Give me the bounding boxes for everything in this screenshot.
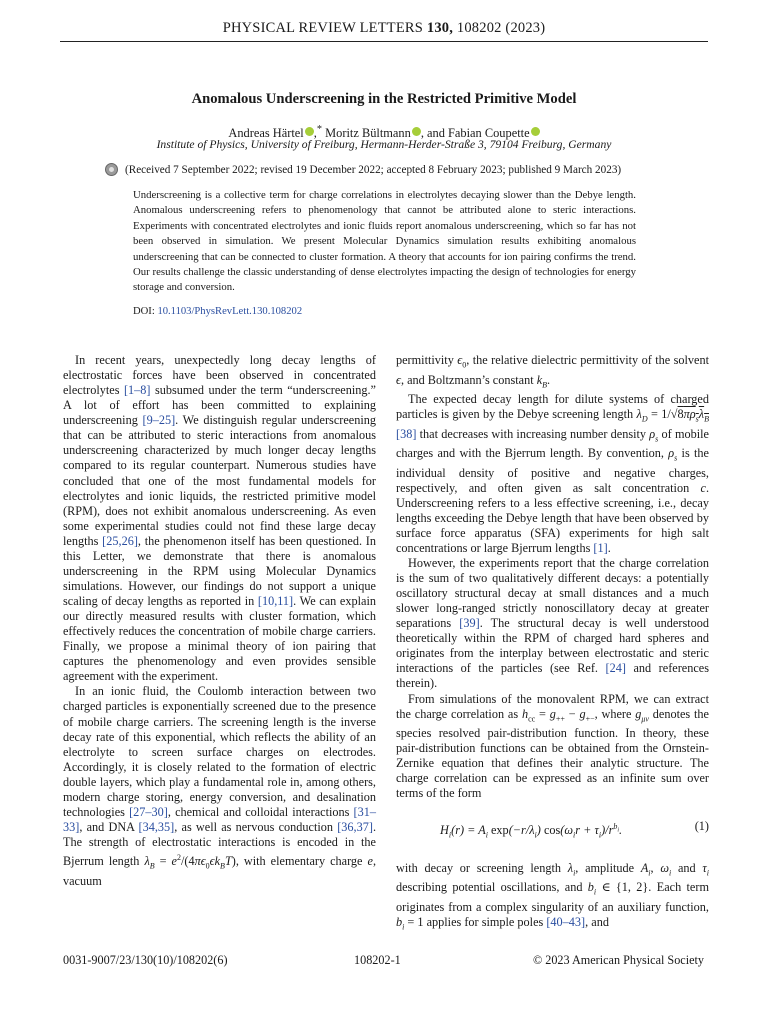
author-1: Andreas Härtel bbox=[228, 126, 304, 141]
equation-1 bbox=[396, 819, 709, 843]
author-list: Andreas Härtel ,* Moritz Bültmann , and Fabian Coupette bbox=[60, 124, 708, 141]
citation-link[interactable]: [1–8] bbox=[123, 383, 151, 398]
journal-volume: 130, bbox=[426, 20, 454, 36]
author-2: Moritz Bültmann bbox=[325, 126, 411, 141]
received-text: (Received 7 September 2022; revised 19 December 2022; accepted 8 February 2023; published 9 March 2023) bbox=[125, 164, 622, 176]
citation-link[interactable]: [39] bbox=[459, 616, 480, 631]
doi-line bbox=[133, 306, 302, 317]
paragraph: In recent years, unexpectedly long decay lengths of electrostatic forces have been observed in concentrated electrolytes [1–8] subsumed under the term “underscreening.” A lot of effort has been committed to explaining underscreening [9–25]. We distinguish regular underscreening that can be attributed to steric interactions from anomalous underscreening characterized by much longer decay lengths compared to its regular counterpart. Numerous studies have concluded that one of the most fundamental models for electrolytes and ionic liquids, the restricted primitive model (RPM), does not exhibit anomalous underscreening. As even some experimental studies could not find these large decay lengths [25,26], the phenomenon itself has been questioned. In this Letter, we demonstrate that there is anomalous underscreening in the RPM using Molecular Dynamics simulations. However, our findings do not support a unique scaling of decay lengths as reported in [10,11]. We can explain our directly measured results with cluster formation, which effectively reduces the concentration of mobile charge carriers. Finally, we propose a minimal theory of ion pairing that captures the phenomenology and even provides sensible agreement with the experiment. bbox=[63, 353, 376, 684]
citation-link[interactable]: [27–30] bbox=[129, 804, 168, 819]
journal-name: PHYSICAL REVIEW LETTERS bbox=[222, 20, 424, 36]
orcid-icon[interactable] bbox=[305, 127, 314, 136]
corresponding-mark: * bbox=[316, 124, 323, 135]
received-dates bbox=[105, 164, 705, 176]
affiliation: Institute of Physics, University of Freiburg, Hermann-Herder-Straße 3, 79104 Freiburg, Germany bbox=[156, 138, 612, 151]
paragraph: with decay or screening length $\lambda_i$, amplitude $A_i$, $\omega_i$ and $\tau_i$ describing potential oscillations, and $b_i$ ∈ {1, 2}. Each term originates from a complex singularity of an auxiliary function, $b_i = 1$ applies for simple poles [40–43], and bbox=[396, 860, 709, 932]
paragraph: In an ionic fluid, the Coulomb interaction between two charged particles is exponentially screened due to the presence of mobile charge carriers. The screening length is the inverse decay rate of this exponential, which reflects the ability of an electrolyte to screen surface charges on electrodes. Accordingly, it is closely related to the formation of electric double layers, which play a fundamental role in, among others, modern charge storing, energy conversion, and desalination technologies [27–30], chemical and colloidal interactions [31–33], and DNA [34,35], as well as nervous conduction [36,37]. The strength of electrostatic interactions is encoded in the Bjerrum length $\lambda_B = e^2/(4\pi\epsilon_0\epsilon k_BT)$, with elementary charge e, vacuum bbox=[63, 684, 376, 888]
paragraph: The expected decay length for dilute systems of charged particles is given by the Debye screening length $\lambda_D = 1/√8\pi\rho_s\lambda_B$ [38] that decreases with increasing number density $\rho_s$ of mobile charges and with the Bjerrum length. By convention, $\rho_s$ is the individual density of positive and negative charges, respectively, and often given as salt concentration c. Underscreening refers to a less effective screening, i.e., decay lengths exceeding the Debye length that have been observed by surface force apparatus (SFA) experiments for high salt concentrations or large Bjerrum lengths [1]. bbox=[396, 392, 709, 555]
paper-title: Anomalous Underscreening in the Restricted Primitive Model bbox=[191, 91, 577, 107]
article-number: 108202 (2023) bbox=[456, 20, 546, 36]
citation-link[interactable]: [9–25] bbox=[142, 413, 176, 428]
equation-number: (1) bbox=[694, 819, 709, 834]
author-3: Fabian Coupette bbox=[448, 126, 530, 141]
abstract: Underscreening is a collective term for charge correlations in electrolytes decaying slower than the Debye length. Anomalous underscreening refers to phenomenology that cannot be attributed alone to steric interactions. Experiments with concentrated electrolytes and ionic fluids report anomalous underscreening, which so far has not been observed in simulation. We present Molecular Dynamics simulation results exhibiting anomalous underscreening that can be connected to cluster formation. A theory that accounts for ion pairing confirms the trend. Our results challenge the classic understanding of dense electrolytes impacting the design of technologies for energy storage and conversion. bbox=[133, 189, 636, 294]
citation-link[interactable]: [38] bbox=[396, 426, 417, 441]
doi-label: DOI: bbox=[133, 306, 155, 317]
footer-issn: 0031-9007/23/130(10)/108202(6) bbox=[63, 953, 228, 967]
header-rule bbox=[60, 41, 708, 42]
citation-link[interactable]: [24] bbox=[605, 661, 626, 676]
paragraph: However, the experiments report that the charge correlation is the sum of two qualitatively different decays: a potentially oscillatory structural decay at small distances and a much slower long-ranged strictly nonoscillatory decay at greater separations [39]. The structural decay is well understood theoretically within the RPM of charged hard spheres and originates from the interplay between electrostatic and steric interactions of the particles (see Ref. [24] and references therein). bbox=[396, 555, 709, 691]
footer-copyright: © 2023 American Physical Society bbox=[532, 953, 704, 967]
paragraph: permittivity $\epsilon_0$, the relative dielectric permittivity of the solvent ϵ, and Boltzmann’s constant $k_B$. bbox=[396, 353, 709, 389]
paragraph: From simulations of the monovalent RPM, we can extract the charge correlation as $h_{cc} = g_{++} - g_{+-}$, where $g_{\mu\nu}$ denotes the species resolved pair-distribution function. In theory, these pair-distribution functions can be obtained from the Ornstein-Zernike equation that defines their analytic structure. The charge correlation can be expressed as an infinite sum over terms of the form bbox=[396, 691, 709, 801]
running-header bbox=[60, 20, 708, 37]
footer-page: 108202-1 bbox=[354, 953, 401, 967]
citation-link[interactable]: [25,26] bbox=[102, 533, 138, 548]
orcid-icon[interactable] bbox=[531, 127, 540, 136]
doi-link[interactable]: 10.1103/PhysRevLett.130.108202 bbox=[157, 306, 303, 317]
equation-math: $H_i(r) = A_i$ $\exp(-r/\lambda_i) \cos(\omega_ir + \tau_i)/r^{b_i}$. bbox=[440, 822, 623, 840]
citation-link[interactable]: [31–33] bbox=[63, 804, 376, 834]
citation-link[interactable]: [36,37] bbox=[337, 819, 373, 834]
citation-link[interactable]: [10,11] bbox=[257, 594, 294, 608]
author-separator: and bbox=[427, 126, 445, 141]
orcid-icon[interactable] bbox=[412, 127, 421, 136]
citation-link[interactable]: [1] bbox=[593, 540, 608, 555]
body-column-left bbox=[63, 353, 376, 889]
body-column-right bbox=[396, 353, 709, 935]
citation-link[interactable]: [40–43] bbox=[546, 915, 586, 930]
citation-link[interactable]: [34,35] bbox=[138, 819, 175, 834]
